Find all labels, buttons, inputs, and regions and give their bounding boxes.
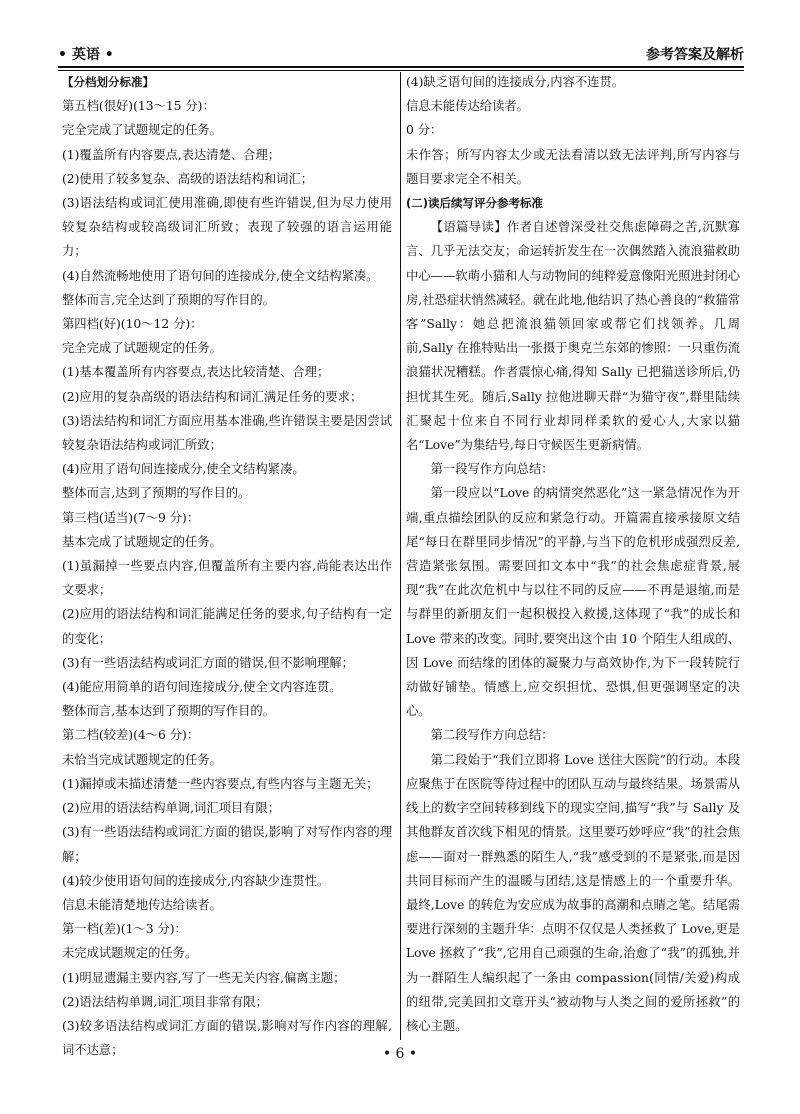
text-line: 第五档(很好)(13～15 分)： [62,99,215,114]
text-line: (1)覆盖所有内容要点,表达清楚、合理； [62,147,281,162]
left-column [62,70,392,1062]
text-line: 未恰当完成试题规定的任务。 [62,752,222,767]
header-section-title: 参考答案及解析 [646,47,744,63]
page-number: • 6 • [382,1046,418,1062]
paragraph: 第一段写作方向总结： [430,462,554,477]
text-line: (4)缺乏语句间的连接成分,内容不连贯。 [406,75,625,89]
text-line: 第一档(差)(1～3 分)： [62,922,187,937]
text-line: (1)基本覆盖所有内容要点,表达比较清楚、合理； [62,365,330,380]
paragraph: 【语篇导读】作者自述曾深受社交焦虑障碍之苦,沉默寡言、几乎无法交友；命运转折发生在一次偶然踏入流浪猫救助中心——软萌小猫和人与动物间的纯粹爱意像阳光照进封闭心房,社恐症状悄然减轻。就在此地,他结识了热心善良的“救猫常客”Sally：她总把流浪猫领回家或帮它们找领养。几周前,Sally 在推特贴出一张摄于奥克兰东郊的惨照：一只重伤流浪猫状况糟糕。作者震惊心痛,得知 Sally 已把猫送诊所后,仍担忧其生死。随后,Sally 拉他进聊天群“为猫守夜”,群里陆续汇聚起十位来自不同行业却同样柔软的爱心人,大家以猫名“Love”为集结号,每日守候医生更新病情。 [406,220,740,453]
text-line: 未完成试题规定的任务。 [62,946,198,961]
paragraph: 第二段始于“我们立即将 Love 送往大医院”的行动。本段应聚焦于在医院等待过程中的团队互动与最终结果。场景需从线上的数字空间转移到线下的现实空间,描写“我”与 Sally 及其他群友首次线下相见的情景。这里要巧妙呼应“我”的社会焦虑——面对一群熟悉的陌生人,“我”感受到的不是紧张,而是因共同目标而产生的温暖与团结,这是情感上的一个重要升华。最终,Love 的转危为安应成为故事的高潮和点睛之笔。结尾需要进行深刻的主题升华：点明不仅仅是人类拯救了 Love,更是 Love 拯救了“我”,它用自己顽强的生命,治愈了“我”的孤独,并为一群陌生人编织起了一条由 compassion(同情/关爱)构成的纽带,完美回扣文章开头“被动物与人类之间的爱所拯救”的核心主题。 [406,752,740,1033]
text-line: 第三档(适当)(7～9 分)： [62,510,200,525]
text-line: (4)较少使用语句间的连接成分,内容缺少连贯性。 [62,873,330,888]
text-line: 未作答；所写内容太少或无法看清以致无法评判,所写内容与题目要求完全不相关。 [406,147,740,186]
text-line: (3)语法结构或词汇使用准确,即使有些许错误,但为尽力使用较复杂结构或较高级词汇所致；表现了较强的语言运用能力； [62,196,392,259]
right-column [406,70,740,1038]
text-line: 信息未能清楚地传达给读者。 [62,897,222,912]
text-line: 整体而言,完全达到了预期的写作目的。 [62,292,275,307]
text-line: (3)较多语法结构或词汇方面的错误,影响对写作内容的理解,词不达意； [62,1018,392,1058]
text-line: (3)有一些语法结构或词汇方面的错误,但不影响理解； [62,655,354,670]
paragraph: 第一段应以“Love 的病情突然恶化”这一紧急情况作为开端,重点描绘团队的反应和紧急行动。开篇需直接承接原文结尾“每日在群里同步情况”的平静,与当下的危机形成强烈反差,营造紧张氛围。需要回扣文本中“我”的社会焦虑症背景,展现“我”在此次危机中与以往不同的反应——不再是退缩,而是与群里的新朋友们一起积极投入救援,这体现了“我”的成长和 Love 带来的改变。同时,要突出这个由 10 个陌生人组成的、因 Love 而结缘的团体的凝聚力与高效协作,为下一段转院行动做好铺垫。情感上,应交织担忧、恐惧,但更强调坚定的决心。 [406,486,740,719]
text-line: 0 分： [406,123,443,138]
text-line: (1)明显遗漏主要内容,写了一些无关内容,偏离主题； [62,970,346,985]
text-line: (1)漏掉或未描述清楚一些内容要点,有些内容与主题无关； [62,776,379,791]
text-line: (2)应用的语法结构和词汇能满足任务的要求,句子结构有一定的变化； [62,607,392,646]
text-line: (2)语法结构单调,词汇项目非常有限； [62,994,268,1009]
header-rule [58,66,744,68]
paragraph: 第二段写作方向总结： [430,728,554,743]
text-line: 整体而言,达到了预期的写作目的。 [62,486,251,501]
text-line: 完全完成了试题规定的任务。 [62,341,222,356]
text-line: 第四档(好)(10～12 分)： [62,317,203,332]
text-line: (4)能应用简单的语句间连接成分,使全文内容连贯。 [62,680,342,695]
text-line: (1)虽漏掉一些要点内容,但覆盖所有主要内容,尚能表达出作文要求； [62,559,392,598]
text-line: 信息未能传达给读者。 [406,99,529,114]
text-line: 基本完成了试题规定的任务。 [62,534,222,549]
section-heading: 【分档划分标准】 [62,75,154,89]
text-line: 整体而言,基本达到了预期的写作目的。 [62,704,275,719]
text-line: (2)应用的复杂高级的语法结构和词汇满足任务的要求； [62,389,363,404]
text-line: 第二档(较差)(4～6 分)： [62,728,200,743]
page-header [58,44,744,64]
column-divider [400,72,401,1040]
section-heading: (二)读后续写评分参考标准 [406,196,544,211]
text-line: (2)应用的语法结构单调,词汇项目有限； [62,801,281,816]
header-subject: • 英语 • [58,47,114,63]
text-line: (3)语法结构和词汇方面应用基本准确,些许错误主要是因尝试较复杂语法结构或词汇所致； [62,413,392,453]
text-line: (3)有一些语法结构或词汇方面的错误,影响了对写作内容的理解； [62,825,392,864]
text-line: (2)使用了较多复杂、高级的语法结构和词汇； [62,171,314,186]
text-line: (4)自然流畅地使用了语句间的连接成分,使全文结构紧凑。 [62,268,379,283]
text-line: (4)应用了语句间连接成分,使全文结构紧凑。 [62,462,305,477]
text-line: 完全完成了试题规定的任务。 [62,123,222,138]
